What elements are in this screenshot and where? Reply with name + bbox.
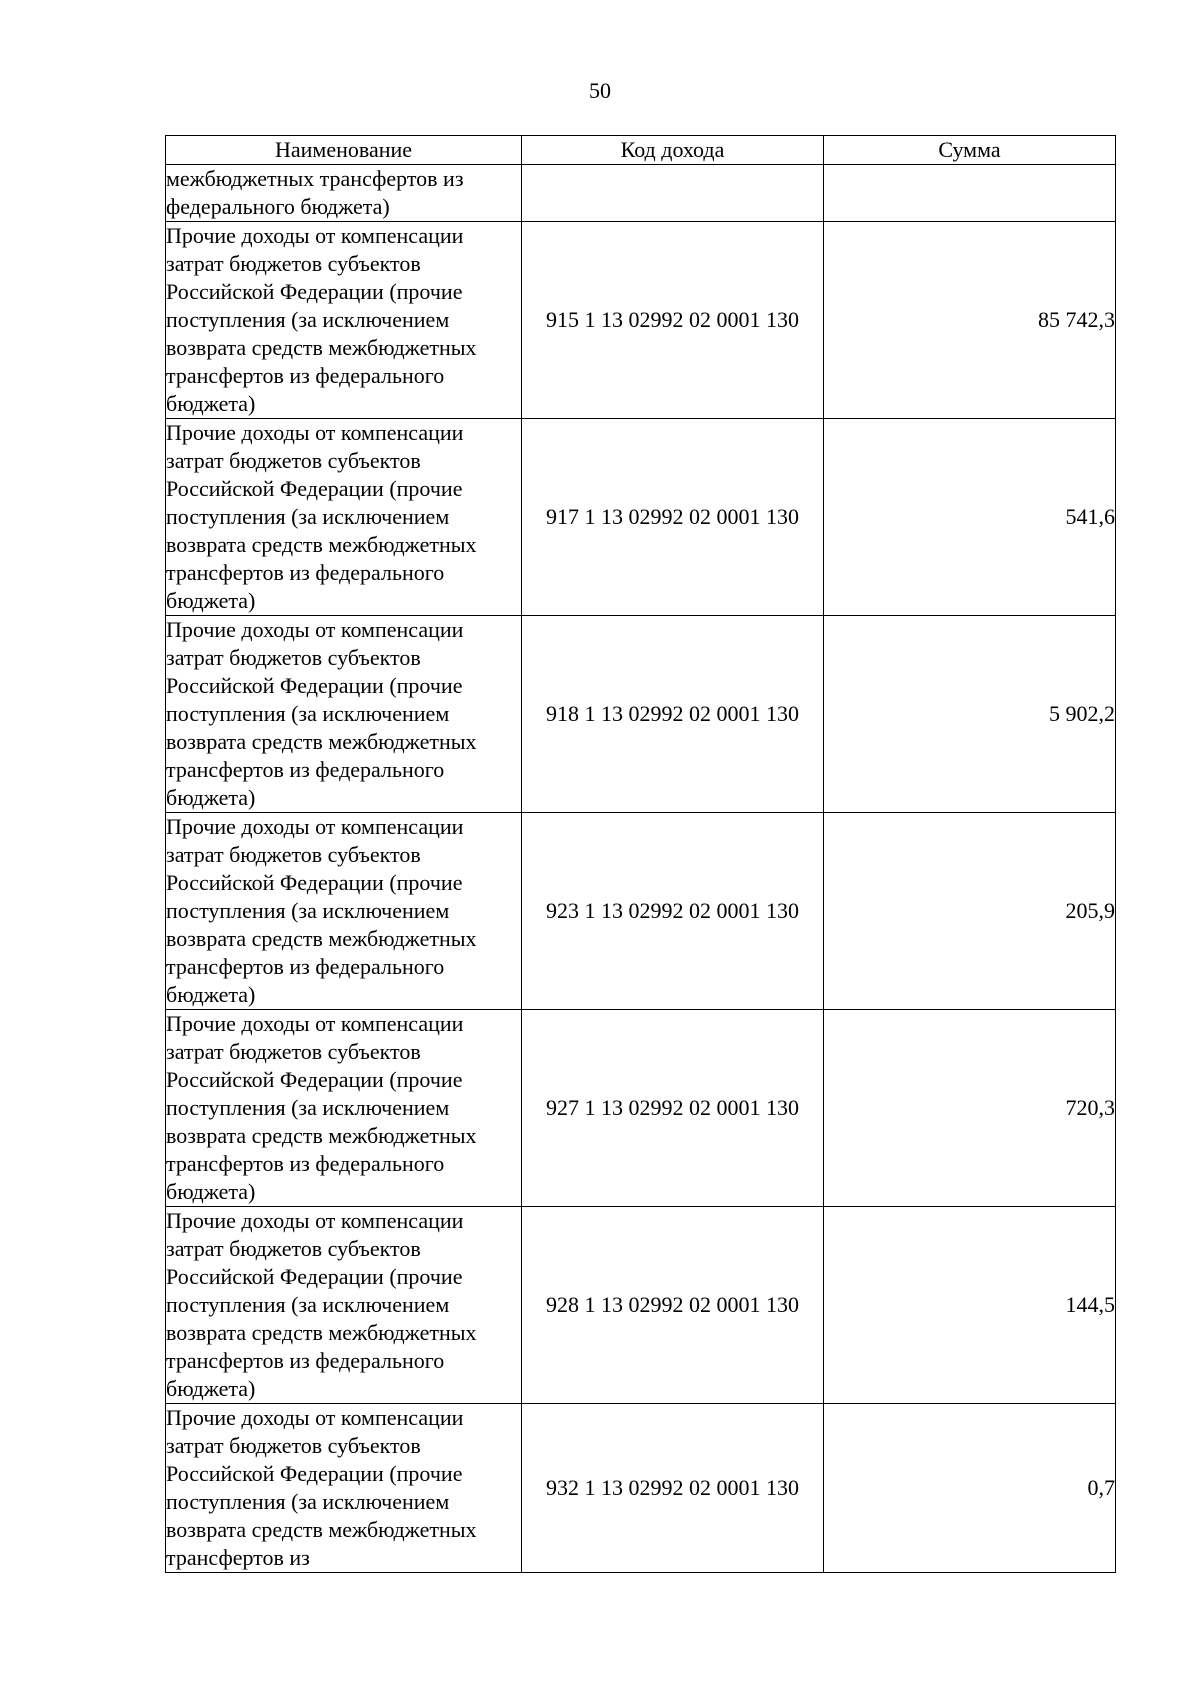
table-header-row bbox=[166, 136, 1116, 165]
cell-code: 928 1 13 02992 02 0001 130 bbox=[522, 1207, 824, 1404]
cell-sum: 205,9 bbox=[824, 813, 1116, 1010]
table-row-continuation bbox=[166, 165, 1116, 222]
revenue-table bbox=[165, 135, 1116, 1573]
cell-sum: 144,5 bbox=[824, 1207, 1116, 1404]
cell-sum: 541,6 bbox=[824, 419, 1116, 616]
cell-code bbox=[522, 165, 824, 222]
cell-code: 927 1 13 02992 02 0001 130 bbox=[522, 1010, 824, 1207]
cell-code: 918 1 13 02992 02 0001 130 bbox=[522, 616, 824, 813]
cell-name: Прочие доходы от компенсации затрат бюджетов субъектов Российской Федерации (прочие поступления (за исключением возврата средств межбюджетных трансфертов из bbox=[166, 1404, 522, 1573]
cell-name: Прочие доходы от компенсации затрат бюджетов субъектов Российской Федерации (прочие поступления (за исключением возврата средств межбюджетных трансфертов из федерального бюджета) bbox=[166, 419, 522, 616]
cell-sum: 0,7 bbox=[824, 1404, 1116, 1573]
table-row bbox=[166, 1404, 1116, 1573]
cell-sum: 720,3 bbox=[824, 1010, 1116, 1207]
cell-sum: 5 902,2 bbox=[824, 616, 1116, 813]
cell-code: 915 1 13 02992 02 0001 130 bbox=[522, 222, 824, 419]
table-row bbox=[166, 222, 1116, 419]
header-sum: Сумма bbox=[824, 136, 1116, 165]
page-number: 50 bbox=[589, 78, 611, 103]
cell-name: Прочие доходы от компенсации затрат бюджетов субъектов Российской Федерации (прочие поступления (за исключением возврата средств межбюджетных трансфертов из федерального бюджета) bbox=[166, 222, 522, 419]
cell-code: 923 1 13 02992 02 0001 130 bbox=[522, 813, 824, 1010]
cell-code: 917 1 13 02992 02 0001 130 bbox=[522, 419, 824, 616]
table-row bbox=[166, 616, 1116, 813]
cell-name: Прочие доходы от компенсации затрат бюджетов субъектов Российской Федерации (прочие поступления (за исключением возврата средств межбюджетных трансфертов из федерального бюджета) bbox=[166, 1010, 522, 1207]
header-code: Код дохода bbox=[522, 136, 824, 165]
table-row bbox=[166, 1207, 1116, 1404]
cell-name: Прочие доходы от компенсации затрат бюджетов субъектов Российской Федерации (прочие поступления (за исключением возврата средств межбюджетных трансфертов из федерального бюджета) bbox=[166, 616, 522, 813]
cell-sum bbox=[824, 165, 1116, 222]
table-row bbox=[166, 419, 1116, 616]
header-name: Наименование bbox=[166, 136, 522, 165]
cell-code: 932 1 13 02992 02 0001 130 bbox=[522, 1404, 824, 1573]
cell-sum: 85 742,3 bbox=[824, 222, 1116, 419]
cell-name: межбюджетных трансфертов из федерального бюджета) bbox=[166, 165, 522, 222]
table-row bbox=[166, 1010, 1116, 1207]
cell-name: Прочие доходы от компенсации затрат бюджетов субъектов Российской Федерации (прочие поступления (за исключением возврата средств межбюджетных трансфертов из федерального бюджета) bbox=[166, 813, 522, 1010]
table-row bbox=[166, 813, 1116, 1010]
cell-name: Прочие доходы от компенсации затрат бюджетов субъектов Российской Федерации (прочие поступления (за исключением возврата средств межбюджетных трансфертов из федерального бюджета) bbox=[166, 1207, 522, 1404]
